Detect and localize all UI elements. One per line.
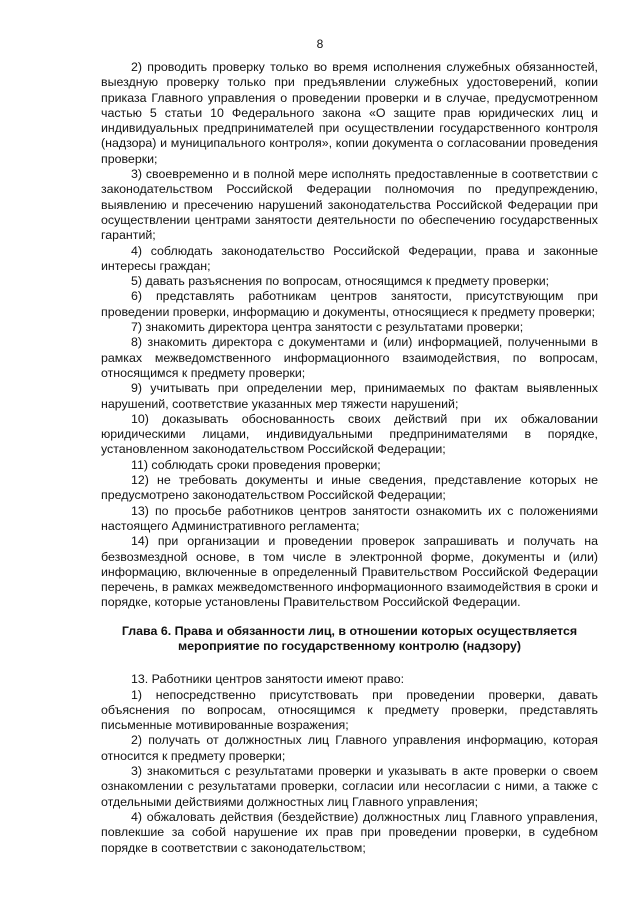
duties-list: [101, 60, 598, 611]
paragraph: 9) учитывать при определении мер, принимаемых по фактам выявленных нарушений, соответствие указанных мер тяжести нарушений;: [101, 381, 598, 411]
paragraph: 5) давать разъяснения по вопросам, относящимся к предмету проверки;: [131, 274, 550, 289]
document-body: [101, 60, 598, 856]
paragraph: 2) проводить проверку только во время исполнения служебных обязанностей, выездную проверку только при предъявлении служебных удостоверений, копии приказа Главного управления о проведении проверки и в случае, предусмотренном частью 5 статьи 10 Федерального закона «О защите прав юридических лиц и индивидуальных предпринимателей при осуществлении государственного контроля (надзора) и муниципального контроля», копии документа о согласовании проведения проверки;: [101, 60, 598, 166]
paragraph: 3) знакомиться с результатами проверки и указывать в акте проверки о своем ознакомлении с результатами проверки, согласии или несогласии с ними, а также с отдельными действиями должностных лиц Главного управления;: [101, 764, 598, 809]
page-number: 8: [316, 37, 324, 51]
paragraph: 12) не требовать документы и иные сведения, представление которых не предусмотрено законодательством Российской Федерации;: [101, 473, 598, 503]
paragraph: 4) обжаловать действия (бездействие) должностных лиц Главного управления, повлекшие за собой нарушение их прав при проведении проверки, в судебном порядке в соответствии с законодательством;: [101, 809, 598, 855]
paragraph: 13. Работники центров занятости имеют право:: [131, 672, 405, 687]
rights-list: [101, 672, 598, 856]
paragraph: 11) соблюдать сроки проведения проверки;: [131, 457, 381, 472]
paragraph: 2) получать от должностных лиц Главного управления информацию, которая относится к предмету проверки;: [101, 733, 598, 763]
paragraph: 3) своевременно и в полной мере исполнять предоставленные в соответствии с законодательством Российской Федерации полномочия по предупреждению, выявлению и пресечению нарушений законодательства Российской Федерации при осуществлении центрами занятости деятельности по обеспечению государственных гарантий;: [101, 167, 598, 243]
paragraph: 7) знакомить директора центра занятости с результатами проверки;: [131, 320, 524, 335]
paragraph: 14) при организации и проведении проверок запрашивать и получать на безвозмездной основе, в том числе в электронной форме, документы и (или) информацию, включенные в определенный Правительством Российской Федерации перечень, в рамках межведомственного информационного взаимодействия в сроки и порядке, которые установлены Правительством Российской Федерации.: [101, 534, 598, 610]
paragraph: 10) доказывать обоснованность своих действий при их обжаловании юридическими лицами, индивидуальными предпринимателями в порядке, установленном законодательством Российской Федерации;: [101, 411, 598, 457]
chapter-heading: Глава 6. Права и обязанности лиц, в отношении которых осуществляется мероприятие по государственному контролю (надзору): [121, 623, 578, 653]
paragraph: 8) знакомить директора с документами и (или) информацией, полученными в рамках межведомственного информационного взаимодействия, по вопросам, относящимся к предмету проверки;: [101, 335, 598, 380]
paragraph: 13) по просьбе работников центров занятости ознакомить их с положениями настоящего Административного регламента;: [101, 503, 598, 533]
paragraph: 1) непосредственно присутствовать при проведении проверки, давать объяснения по вопросам, относящимся к предмету проверки, представлять письменные мотивированные возражения;: [101, 687, 598, 733]
paragraph: 6) представлять работникам центров занятости, присутствующим при проведении проверки, информацию и документы, относящиеся к предмету проверки;: [101, 289, 598, 319]
paragraph: 4) соблюдать законодательство Российской Федерации, права и законные интересы граждан;: [101, 243, 598, 273]
